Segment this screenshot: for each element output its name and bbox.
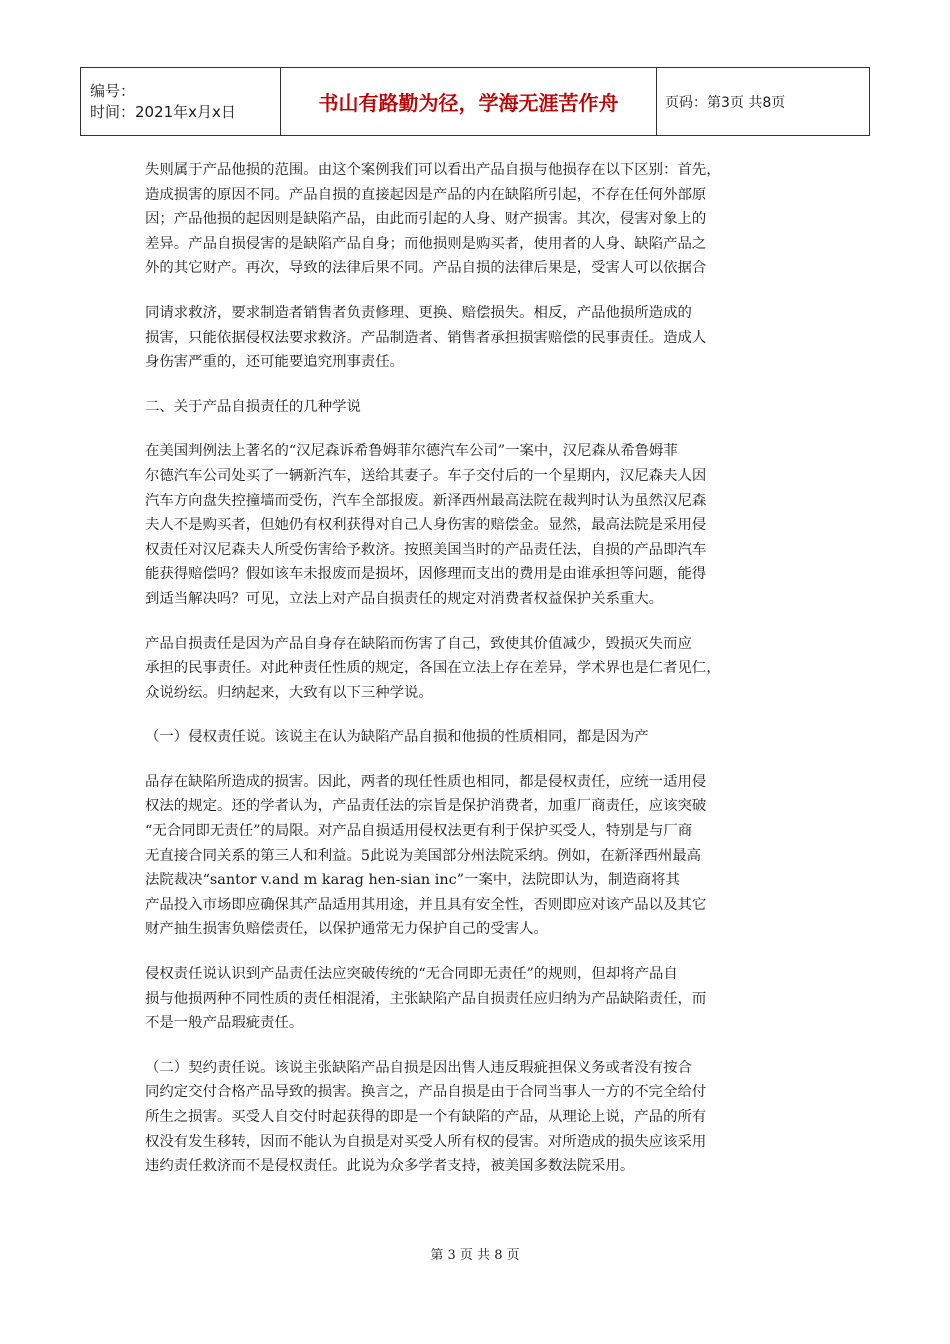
text-line: 损害，只能依据侵权法要求救济。产品制造者、销售者承担损害赔偿的民事责任。造成人 [145, 329, 707, 346]
text-line: 权没有发生移转，因而不能认为自损是对买受人所有权的侵害。对所造成的损失应该采用 [145, 1133, 707, 1150]
text-line: 无直接合同关系的第三人和利益。5此说为美国部分州法院采纳。例如，在新泽西州最高 [145, 847, 702, 864]
text-line: 法院裁决“santor v.and m karag hen-sian inc”一案中，法院即认为，制造商将其 [145, 872, 680, 889]
header-page-info [657, 68, 869, 135]
paragraph-8 [145, 962, 805, 1036]
text-line: 外的其它财产。再次，导致的法律后果不同。产品自损的法律后果是，受害人可以依据合 [145, 260, 707, 277]
heading-line: 二、关于产品自损责任的几种学说 [145, 398, 361, 415]
text-line: （一）侵权责任说。该说主在认为缺陷产品自损和他损的性质相同，都是因为产 [145, 729, 649, 746]
text-line: 差异。产品自损侵害的是缺陷产品自身；而他损则是购买者，使用者的人身、缺陷产品之 [145, 235, 707, 252]
text-line: 权法的规定。还的学者认为，产品责任法的宗旨是保护消费者，加重厂商责任，应该突破 [145, 798, 707, 815]
text-line: 违约责任救济而不是侵权责任。此说为众多学者支持，被美国多数法院采用。 [145, 1158, 635, 1175]
motto-text: 书山有路勤为径，学海无涯苦作舟 [318, 91, 619, 115]
paragraph-4 [145, 439, 805, 611]
paragraph-5 [145, 632, 805, 706]
text-line: （二）契约责任说。该说主张缺陷产品自损是因出售人违反瑕疵担保义务或者没有按合 [145, 1059, 692, 1076]
text-line: 众说纷纭。归纳起来，大致有以下三种学说。 [145, 684, 433, 701]
paragraph-7 [145, 770, 805, 942]
text-line: 汽车方向盘失控撞墙而受伤，汽车全部报废。新泽西州最高法院在裁判时认为虽然汉尼森 [145, 492, 707, 509]
text-line: 能获得赔偿吗？假如该车未报废而是损坏，因修理而支出的费用是由谁承担等问题，能得 [145, 566, 707, 583]
text-line: 承担的民事责任。对此种责任性质的规定，各国在立法上存在差异，学术界也是仁者见仁， [145, 660, 721, 677]
text-line: 在美国判例法上著名的“汉尼森诉希鲁姆菲尔德汽车公司”一案中，汉尼森从希鲁姆菲 [145, 443, 678, 460]
footer-page-number: 第 3 页 共 8 页 [430, 1248, 520, 1263]
section-heading [145, 395, 805, 420]
text-line: 品存在缺陷所造成的损害。因此，两者的现任性质也相同，都是侵权责任，应统一适用侵 [145, 773, 707, 790]
text-line: 损与他损两种不同性质的责任相混淆，主张缺陷产品自损责任应归纳为产品缺陷责任，而 [145, 990, 707, 1007]
text-line: 尔德汽车公司处买了一辆新汽车，送给其妻子。车子交付后的一个星期内，汉尼森夫人因 [145, 467, 707, 484]
document-number-label: 编号： [90, 81, 136, 100]
text-line: 夫人不是购买者，但她仍有权利获得对自己人身伤害的赔偿金。显然，最高法院是采用侵 [145, 517, 707, 534]
paragraph-2 [145, 301, 805, 375]
page-number-label: 页码：第3页 共8页 [665, 94, 786, 111]
page-footer [0, 1244, 950, 1263]
header-meta [81, 68, 281, 135]
text-line: 权责任对汉尼森夫人所受伤害给予救济。按照美国当时的产品责任法，自损的产品即汽车 [145, 541, 707, 558]
text-line: 侵权责任说认识到产品责任法应突破传统的“无合同即无责任”的规则，但却将产品自 [145, 966, 678, 983]
paragraph-6 [145, 725, 805, 750]
text-line: 同约定交付合格产品导致的损害。换言之，产品自损是由于合同当事人一方的不完全给付 [145, 1084, 707, 1101]
text-line: 产品自损责任是因为产品自身存在缺陷而伤害了自己，致使其价值减少，毁损灭失而应 [145, 635, 692, 652]
text-line: 造成损害的原因不同。产品自损的直接起因是产品的内在缺陷所引起，不存在任何外部原 [145, 186, 707, 203]
document-body [145, 158, 805, 1179]
text-line: 失则属于产品他损的范围。由这个案例我们可以看出产品自损与他损存在以下区别：首先， [145, 162, 721, 178]
text-line: 产品投入市场即应确保其产品适用其用途，并且具有安全性，否则即应对该产品以及其它 [145, 896, 707, 913]
text-line: 所生之损害。买受人自交付时起获得的即是一个有缺陷的产品，从理论上说，产品的所有 [145, 1109, 707, 1125]
header-motto [281, 68, 657, 135]
document-time-label: 时间：2021年x月x日 [90, 102, 236, 121]
paragraph-9 [145, 1056, 805, 1179]
paragraph-1 [145, 158, 805, 281]
page-header [80, 67, 870, 136]
text-line: 不是一般产品瑕疵责任。 [145, 1015, 304, 1032]
text-line: “无合同即无责任”的局限。对产品自损适用侵权法更有利于保护买受人，特别是与厂商 [145, 823, 693, 840]
text-line: 到适当解决吗？可见，立法上对产品自损责任的规定对消费者权益保护关系重大。 [145, 590, 664, 607]
text-line: 因；产品他损的起因则是缺陷产品，由此而引起的人身、财产损害。其次，侵害对象上的 [145, 211, 707, 228]
text-line: 同请求救济，要求制造者销售者负责修理、更换、赔偿损失。相反，产品他损所造成的 [145, 304, 692, 321]
text-line: 身伤害严重的，还可能要追究刑事责任。 [145, 354, 405, 371]
text-line: 财产抽生损害负赔偿责任，以保护通常无力保护自己的受害人。 [145, 921, 548, 938]
